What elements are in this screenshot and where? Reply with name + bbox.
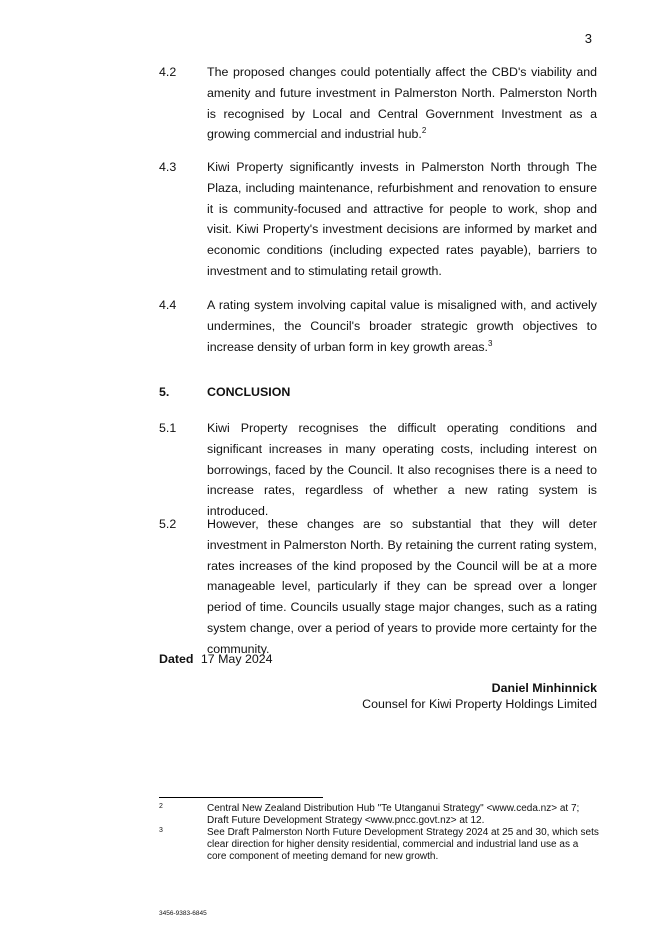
section-title: CONCLUSION (207, 385, 291, 399)
footnote-number: 3 (159, 827, 163, 834)
paragraph-4-4 (159, 295, 597, 357)
footnote-text: Central New Zealand Distribution Hub "Te Utanganui Strategy" <www.ceda.nz> at 7; Draft Future Development Strategy <www.pncc.govt.nz> at 12. (207, 803, 580, 826)
paragraph-number: 5.2 (159, 517, 177, 531)
footnote-ref: 2 (421, 126, 427, 136)
footnote-ref: 3 (488, 338, 493, 348)
paragraph-text: The proposed changes could potentially affect the CBD's viability and amenity and future investment in Palmerston North. Palmerston North is recognised by Local and Central Government Investment as a growing commercial and industrial hub.$^2$ (207, 65, 597, 142)
paragraph-number: 4.4 (159, 298, 177, 312)
signatory-role: Counsel for Kiwi Property Holdings Limited (362, 697, 597, 711)
paragraph-text: Kiwi Property recognises the difficult operating conditions and significant increases in many operating costs, including interest on borrowings, faced by the Council. It also recognises there is a need to increase rates, regardless of whether a new rating system is introduced. (207, 421, 597, 519)
paragraph-5-1 (159, 418, 597, 522)
paragraph-5-2 (159, 514, 597, 660)
paragraph-number: 4.3 (159, 160, 177, 174)
paragraph-text: However, these changes are so substantial that they will deter investment in Palmerston North. By retaining the current rating system, rates increases of the kind proposed by the Council will be at a more manageable level, particularly if they can be spread over a longer period of time. Councils usually stage major changes, such as a rating system change, over a period of years to provide more certainty for the community. (207, 517, 597, 656)
paragraph-number: 5.1 (159, 421, 177, 435)
footnote-number: 2 (159, 803, 163, 810)
paragraph-4-2 (159, 62, 597, 145)
paragraph-4-3 (159, 157, 597, 282)
footnote-text: See Draft Palmerston North Future Development Strategy 2024 at 25 and 30, which sets clear direction for higher density residential, commercial and industrial land use as a core component of meeting demand for new growth. (207, 827, 599, 862)
footnote (159, 827, 599, 863)
dated-value: 17 May 2024 (200, 652, 273, 666)
page-number: 3 (584, 31, 592, 46)
paragraph-number: 4.2 (159, 65, 177, 79)
document-reference: 3456-9383-6845 (159, 910, 207, 917)
dated-label: Dated (159, 652, 194, 666)
section-number: 5. (159, 385, 170, 399)
paragraph-text: Kiwi Property significantly invests in Palmerston North through The Plaza, including maintenance, refurbishment and renovation to ensure it is community-focused and attractive for people to work, shop and visit. Kiwi Property's investment decisions are informed by market and economic conditions (including expected rates payable), barriers to investment and to stimulating retail growth. (207, 160, 597, 278)
footnote-divider (159, 797, 323, 798)
paragraph-text: A rating system involving capital value is misaligned with, and actively undermines, the Council's broader strategic growth objectives to increase density of urban form in key growth areas.$^3$ (207, 298, 597, 354)
dated-line (159, 652, 273, 666)
signatory-name: Daniel Minhinnick (491, 681, 597, 695)
footnote (159, 803, 599, 827)
signature-block (362, 680, 597, 712)
